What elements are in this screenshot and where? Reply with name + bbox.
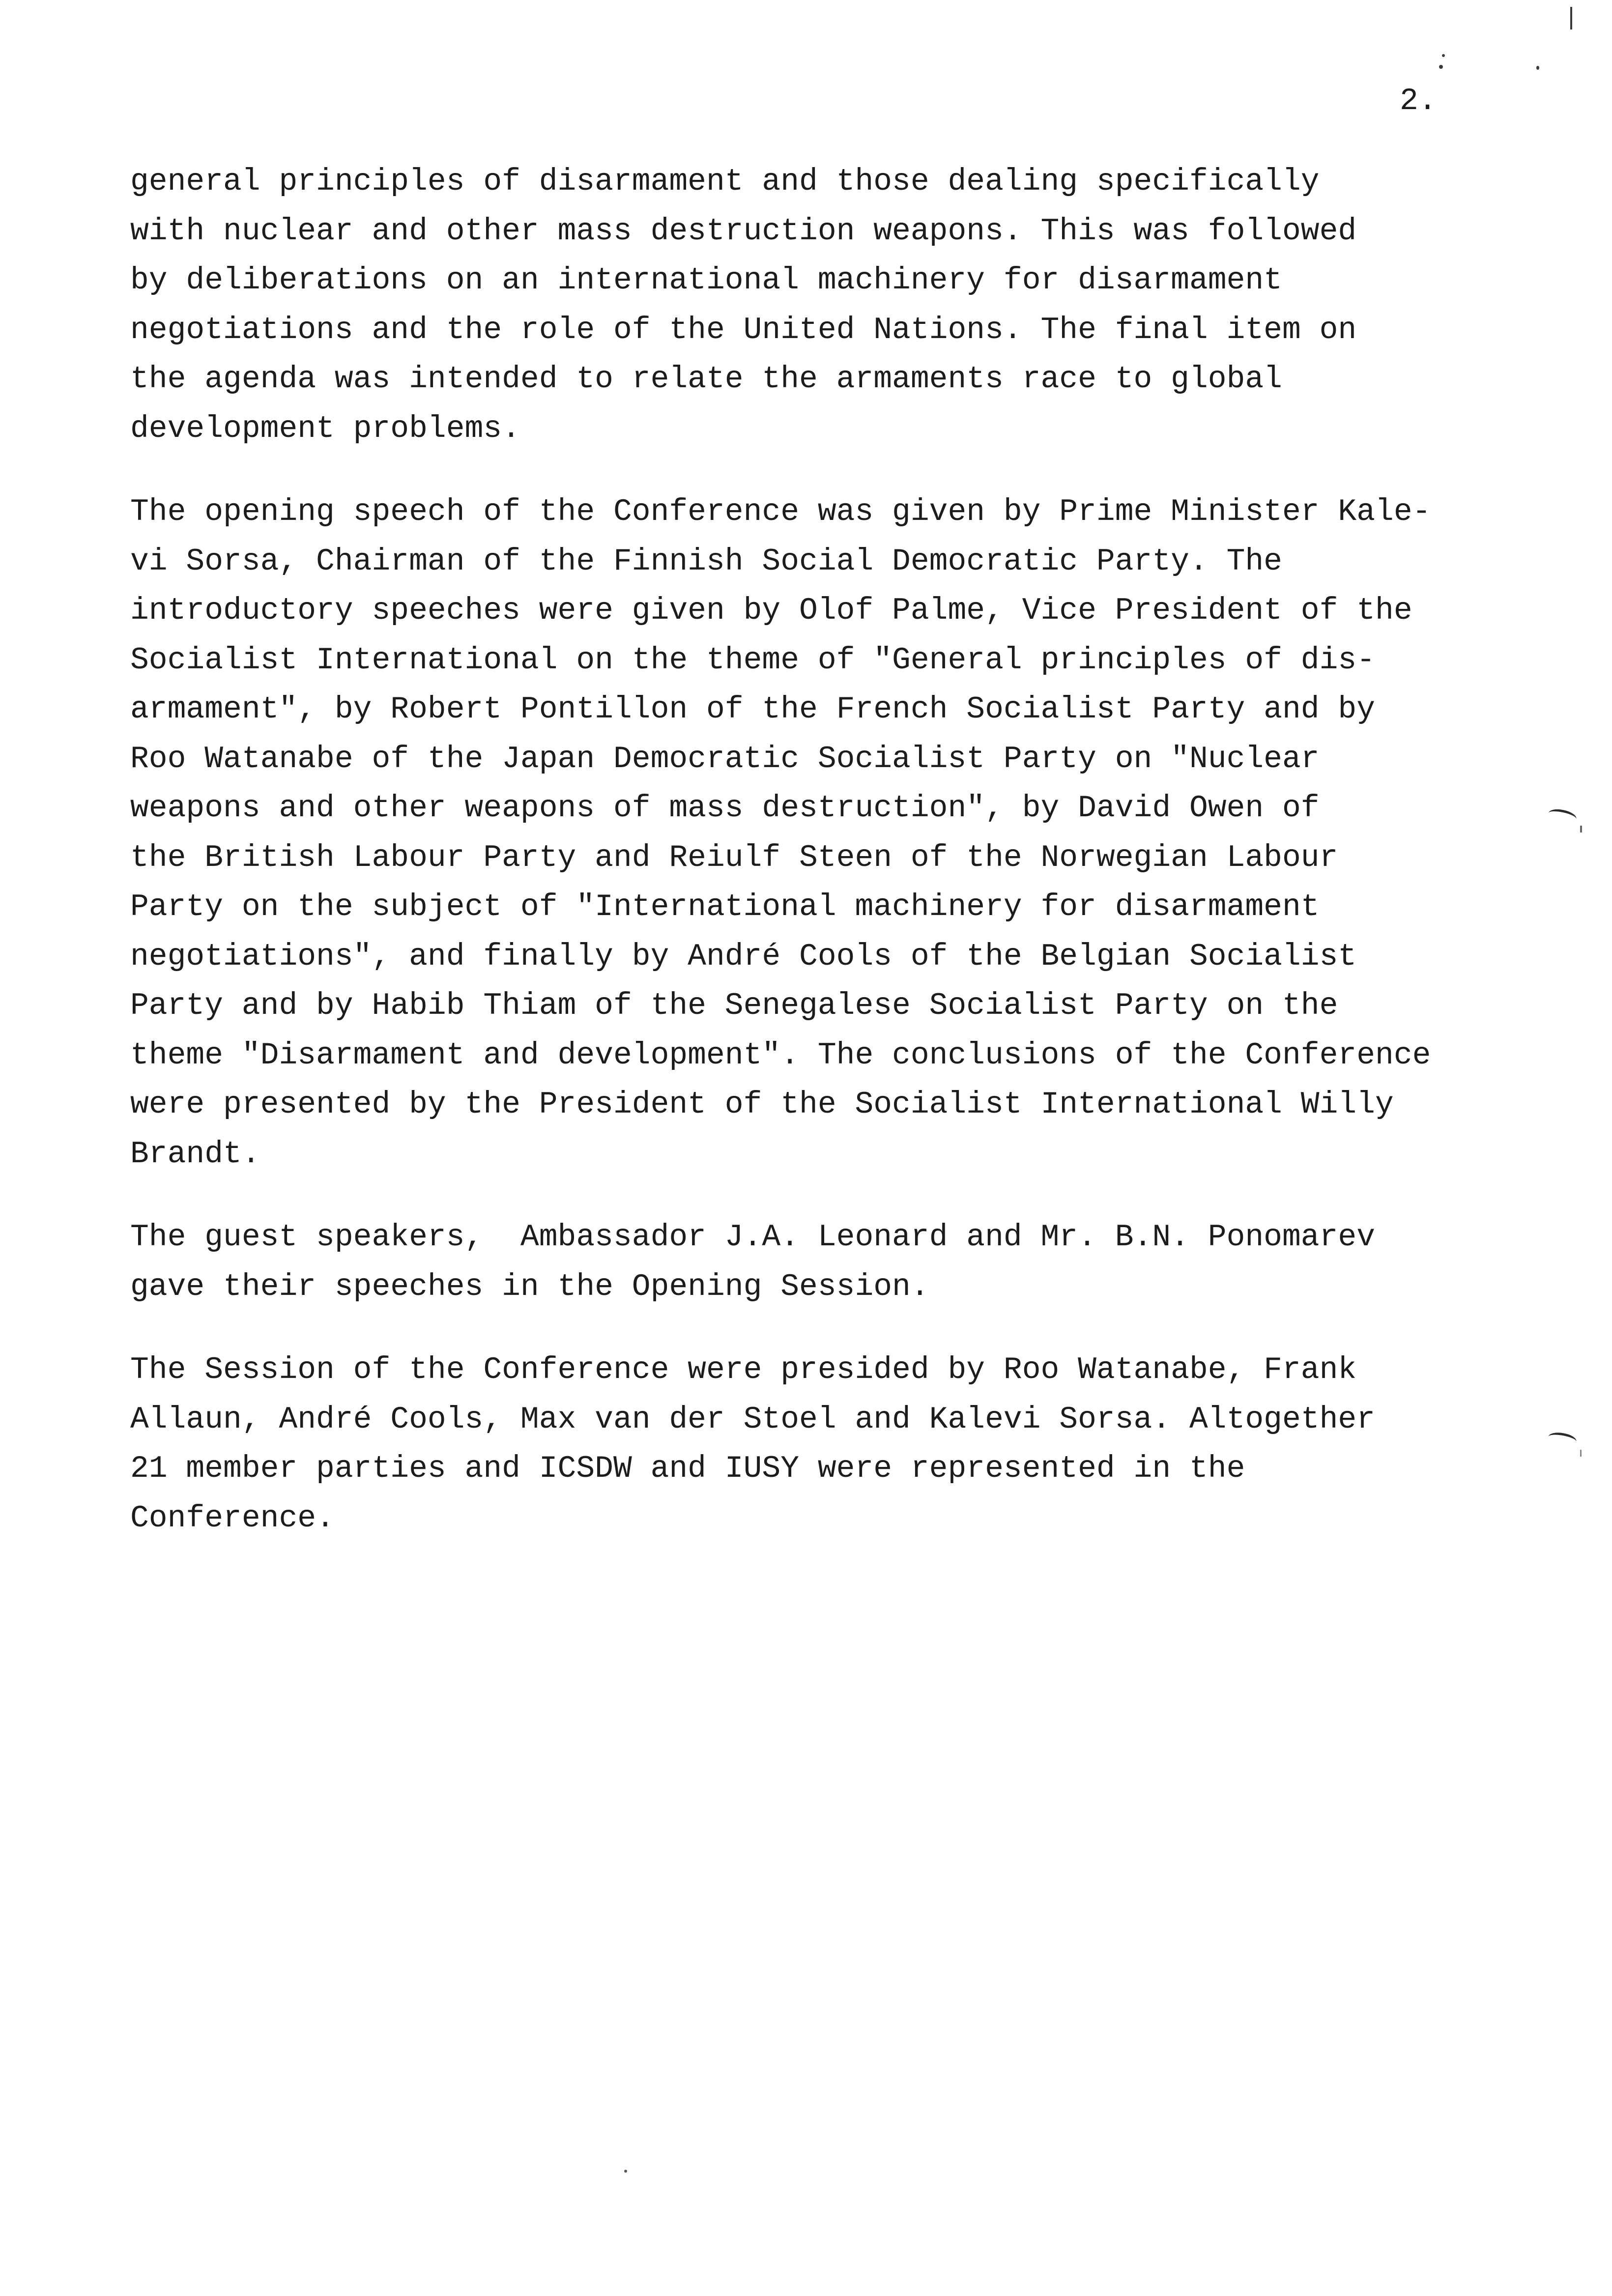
- text-line: gave their speeches in the Opening Session.: [130, 1269, 929, 1304]
- text-line: with nuclear and other mass destruction weapons. This was followed: [130, 213, 1357, 249]
- paragraph-speeches: [130, 488, 1431, 1179]
- text-line: negotiations", and finally by André Cools of the Belgian Socialist: [130, 939, 1357, 974]
- text-line: negotiations and the role of the United Nations. The final item on: [130, 312, 1357, 347]
- text-line: weapons and other weapons of mass destruction", by David Owen of: [130, 791, 1320, 826]
- text-line: theme "Disarmament and development". The conclusions of the Conference: [130, 1037, 1431, 1073]
- paragraph-sessions: [130, 1346, 1375, 1543]
- text-line: 21 member parties and ICSDW and IUSY were represented in the: [130, 1451, 1245, 1486]
- text-line: Allaun, André Cools, Max van der Stoel and Kalevi Sorsa. Altogether: [130, 1402, 1376, 1437]
- scan-mark: [1570, 7, 1572, 29]
- text-line: The opening speech of the Conference was given by Prime Minister Kale-: [130, 494, 1431, 529]
- text-line: armament", by Robert Pontillon of the French Socialist Party and by: [130, 692, 1376, 727]
- paragraph-guest-speakers: [130, 1213, 1375, 1312]
- scan-dot: [1439, 65, 1443, 69]
- text-line: Socialist International on the theme of "General principles of dis-: [130, 642, 1376, 678]
- text-line: were presented by the President of the Socialist International Willy: [130, 1087, 1394, 1122]
- text-line: the British Labour Party and Reiulf Steen of the Norwegian Labour: [130, 840, 1338, 875]
- scan-dot: [1442, 54, 1445, 57]
- text-line: the agenda was intended to relate the armaments race to global: [130, 362, 1282, 397]
- scan-mark: [1580, 826, 1582, 832]
- scan-mark: [1580, 1450, 1582, 1457]
- text-line: The Session of the Conference were presided by Roo Watanabe, Frank: [130, 1352, 1357, 1387]
- text-line: vi Sorsa, Chairman of the Finnish Social Democratic Party. The: [130, 544, 1282, 579]
- punch-hole-mark: [1547, 1431, 1577, 1448]
- text-line: Party and by Habib Thiam of the Senegalese Socialist Party on the: [130, 988, 1338, 1023]
- text-line: Party on the subject of "International machinery for disarmament: [130, 890, 1320, 924]
- page-number: 2.: [1400, 84, 1437, 118]
- punch-hole-mark: [1547, 807, 1578, 825]
- text-line: by deliberations on an international machinery for disarmament: [130, 263, 1282, 298]
- paragraph-agenda: [130, 157, 1356, 454]
- text-line: Roo Watanabe of the Japan Democratic Socialist Party on "Nuclear: [130, 741, 1320, 776]
- text-line: introductory speeches were given by Olof Palme, Vice President of the: [130, 593, 1412, 628]
- scan-dot: [624, 2170, 627, 2173]
- text-line: The guest speakers, Ambassador J.A. Leonard and Mr. B.N. Ponomarev: [130, 1220, 1376, 1255]
- text-line: Conference.: [130, 1500, 335, 1536]
- text-line: Brandt.: [130, 1136, 260, 1172]
- text-line: development problems.: [130, 411, 520, 446]
- text-line: general principles of disarmament and those dealing specifically: [130, 164, 1320, 199]
- scan-dot: [1536, 66, 1539, 70]
